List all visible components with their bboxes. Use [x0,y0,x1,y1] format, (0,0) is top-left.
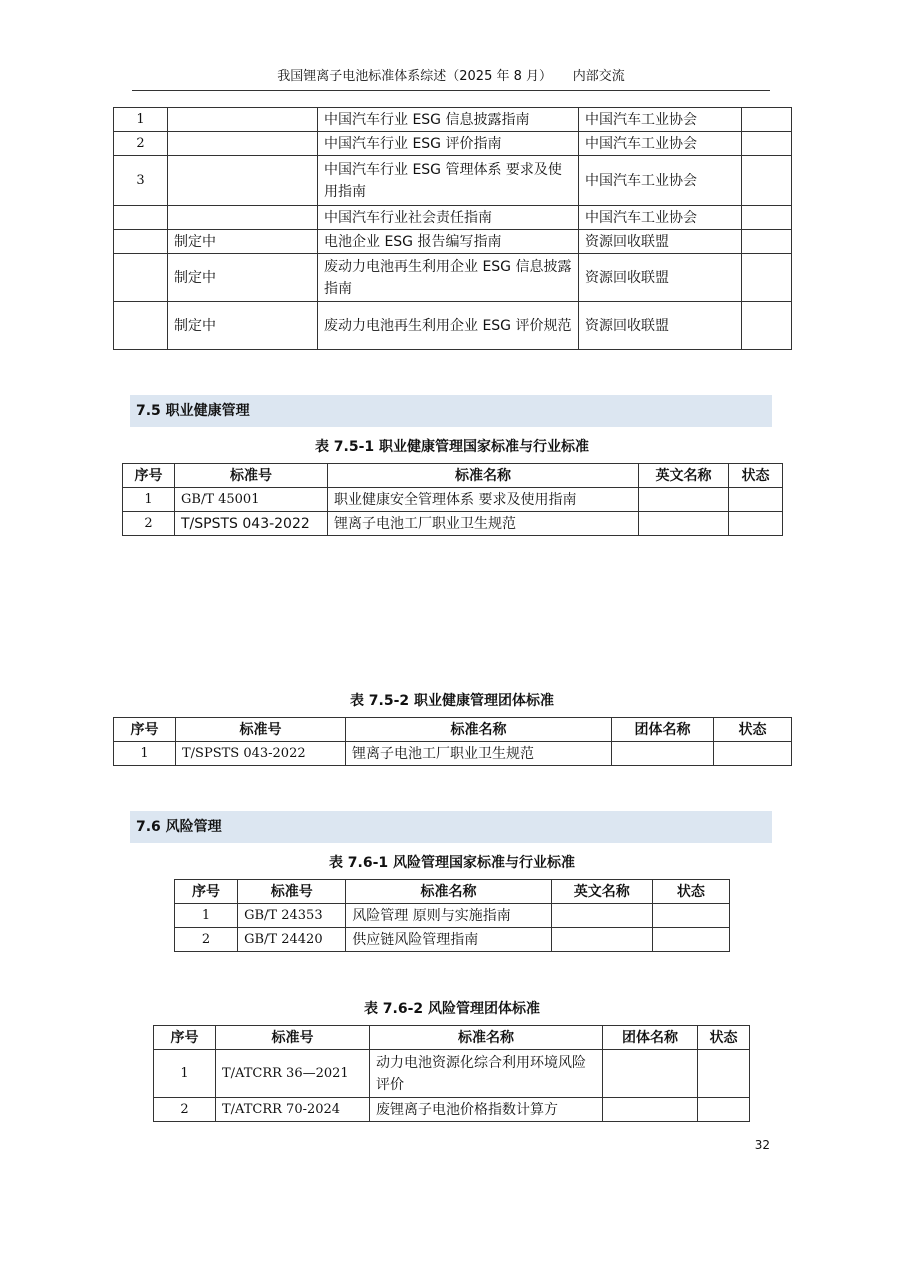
code-cell: T/ATCRR 70-2024 [216,1098,370,1122]
code-cell: T/SPSTS 043-2022 [176,742,346,766]
seq-cell: 2 [123,512,175,536]
seq-cell: 1 [175,904,238,928]
name-cell: 供应链风险管理指南 [346,928,551,952]
status-cell [729,512,783,536]
code-cell: GB/T 45001 [175,488,328,512]
header-title: 我国锂离子电池标准体系综述（2025 年 8 月） [277,69,553,84]
table-caption: 表 7.5-2 职业健康管理团体标准 [349,693,555,709]
table-row [175,904,730,928]
status-cell [714,742,792,766]
name-cell: 废锂离子电池价格指数计算方 [370,1098,603,1122]
code-cell: 制定中 [168,254,318,302]
org-cell: 中国汽车工业协会 [579,132,742,156]
status-cell [729,488,783,512]
seq-cell: 1 [114,742,176,766]
col-header: 团体名称 [612,718,714,742]
table-7-5-1 [122,463,783,536]
col-header: 英文名称 [639,464,729,488]
name-cell: 中国汽车行业 ESG 管理体系 要求及使用指南 [318,156,579,206]
name-cell: 锂离子电池工厂职业卫生规范 [328,512,639,536]
code-cell [168,156,318,206]
col-header: 团体名称 [603,1026,698,1050]
col-header: 序号 [123,464,175,488]
code-cell [168,206,318,230]
table-caption: 表 7.6-2 风险管理团体标准 [363,1001,541,1017]
col-header: 标准名称 [328,464,639,488]
code-cell [168,108,318,132]
org-cell [603,1098,698,1122]
status-cell [742,156,792,206]
seq-cell: 1 [154,1050,216,1098]
table-row [154,1098,750,1122]
table-row [114,156,792,206]
table-row [114,230,792,254]
col-header: 标准号 [238,880,346,904]
org-cell: 中国汽车工业协会 [579,206,742,230]
table-row [114,206,792,230]
status-cell [652,928,729,952]
name-cell: 锂离子电池工厂职业卫生规范 [346,742,612,766]
table-row [114,302,792,350]
en-cell [639,488,729,512]
col-header: 序号 [175,880,238,904]
status-cell [742,254,792,302]
name-cell: 废动力电池再生利用企业 ESG 信息披露指南 [318,254,579,302]
table-caption: 表 7.6-1 风险管理国家标准与行业标准 [328,855,576,871]
header-row [123,464,783,488]
seq-cell [114,206,168,230]
status-cell [742,302,792,350]
table-row [123,488,783,512]
header-row [175,880,730,904]
status-cell [652,904,729,928]
col-header: 标准名称 [346,718,612,742]
org-cell: 资源回收联盟 [579,230,742,254]
name-cell: 中国汽车行业 ESG 评价指南 [318,132,579,156]
code-cell: T/ATCRR 36—2021 [216,1050,370,1098]
col-header: 状态 [652,880,729,904]
name-cell: 废动力电池再生利用企业 ESG 评价规范 [318,302,579,350]
table-row [123,512,783,536]
name-cell: 中国汽车行业社会责任指南 [318,206,579,230]
header-note: 内部交流 [572,69,625,84]
seq-cell [114,230,168,254]
en-cell [551,928,652,952]
col-header: 状态 [698,1026,750,1050]
table-7-6-1 [174,879,730,952]
code-cell: 制定中 [168,230,318,254]
seq-cell: 1 [123,488,175,512]
table-7-5-2 [113,717,792,766]
org-cell [603,1050,698,1098]
status-cell [742,230,792,254]
header-row [154,1026,750,1050]
table-esg-continued [113,107,792,350]
col-header: 状态 [729,464,783,488]
col-header: 标准名称 [346,880,551,904]
code-cell: T/SPSTS 043-2022 [175,512,328,536]
table-7-6-2 [153,1025,750,1122]
seq-cell [114,302,168,350]
code-cell: GB/T 24420 [238,928,346,952]
org-cell: 资源回收联盟 [579,302,742,350]
page-number: 32 [754,1138,770,1152]
table-row [114,108,792,132]
table-caption: 表 7.5-1 职业健康管理国家标准与行业标准 [314,439,590,455]
section-label: 7.5 职业健康管理 [136,403,250,419]
page-header [132,66,770,91]
section-label: 7.6 风险管理 [136,819,222,835]
section-heading-7-5 [130,395,772,427]
code-cell: GB/T 24353 [238,904,346,928]
seq-cell: 2 [154,1098,216,1122]
seq-cell: 1 [114,108,168,132]
table-row [114,254,792,302]
col-header: 状态 [714,718,792,742]
name-cell: 风险管理 原则与实施指南 [346,904,551,928]
col-header: 标准号 [175,464,328,488]
en-cell [639,512,729,536]
col-header: 标准号 [176,718,346,742]
col-header: 序号 [154,1026,216,1050]
status-cell [742,108,792,132]
name-cell: 电池企业 ESG 报告编写指南 [318,230,579,254]
section-heading-7-6 [130,811,772,843]
org-cell [612,742,714,766]
name-cell: 中国汽车行业 ESG 信息披露指南 [318,108,579,132]
status-cell [698,1050,750,1098]
status-cell [742,206,792,230]
header-row [114,718,792,742]
table-row [175,928,730,952]
en-cell [551,904,652,928]
col-header: 标准名称 [370,1026,603,1050]
org-cell: 中国汽车工业协会 [579,156,742,206]
name-cell: 动力电池资源化综合利用环境风险评价 [370,1050,603,1098]
org-cell: 中国汽车工业协会 [579,108,742,132]
code-cell [168,132,318,156]
seq-cell: 3 [114,156,168,206]
table-row [114,742,792,766]
code-cell: 制定中 [168,302,318,350]
col-header: 英文名称 [551,880,652,904]
status-cell [698,1098,750,1122]
name-cell: 职业健康安全管理体系 要求及使用指南 [328,488,639,512]
seq-cell: 2 [175,928,238,952]
col-header: 序号 [114,718,176,742]
col-header: 标准号 [216,1026,370,1050]
seq-cell: 2 [114,132,168,156]
org-cell: 资源回收联盟 [579,254,742,302]
table-row [154,1050,750,1098]
table-row [114,132,792,156]
status-cell [742,132,792,156]
seq-cell [114,254,168,302]
